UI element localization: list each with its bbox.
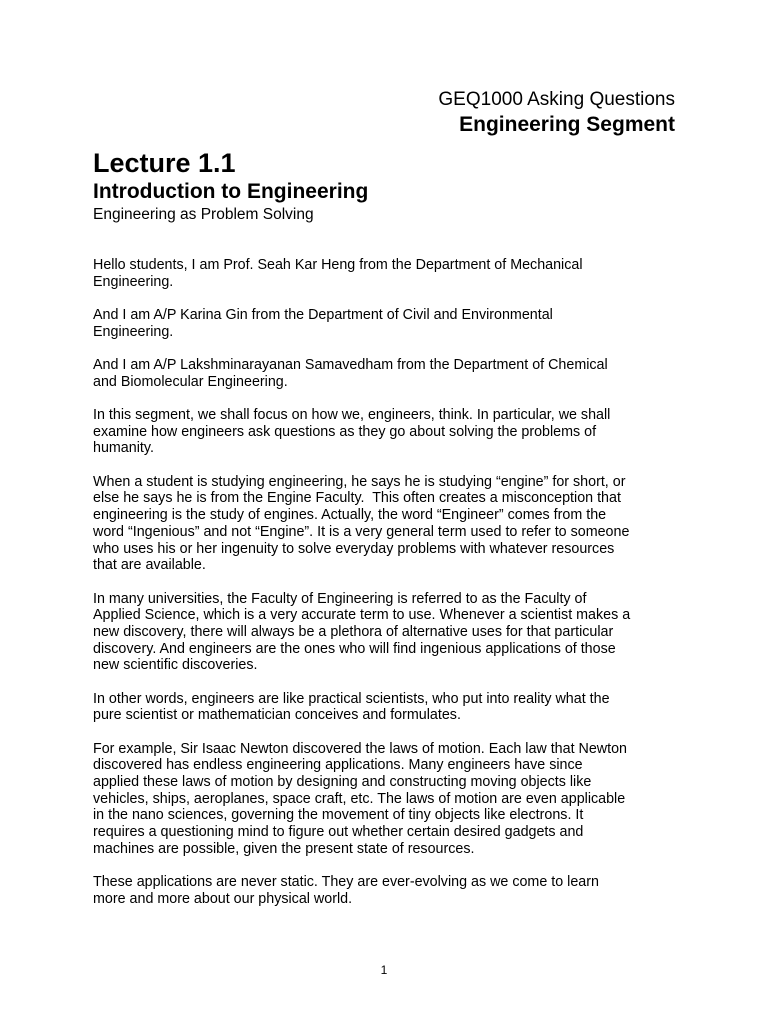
paragraph-line: humanity. <box>93 440 154 457</box>
paragraph <box>93 407 683 457</box>
paragraph-line: new discovery, there will always be a plethora of alternative uses for that particular <box>93 623 614 640</box>
paragraph-line: vehicles, ships, aeroplanes, space craft, etc. The laws of motion are even applicable <box>93 790 626 807</box>
lecture-title: Lecture 1.1 <box>93 148 236 178</box>
paragraph <box>93 691 683 724</box>
paragraph-line: requires a questioning mind to figure out whether certain desired gadgets and <box>93 824 584 841</box>
page-number: 1 <box>380 963 388 977</box>
paragraph-line: examine how engineers ask questions as they go about solving the problems of <box>93 423 597 440</box>
course-title: GEQ1000 Asking Questions <box>438 89 675 110</box>
paragraph-line: that are available. <box>93 557 206 574</box>
paragraph-line: in the nano sciences, governing the movement of tiny objects like electrons. It <box>93 807 584 824</box>
paragraph <box>93 307 683 340</box>
paragraph-line: In other words, engineers are like practical scientists, who put into reality what the <box>93 690 610 707</box>
paragraph-line: else he says he is from the Engine Faculty. This often creates a misconception that <box>93 490 621 507</box>
paragraph-line: When a student is studying engineering, he says he is studying “engine” for short, or <box>93 473 626 490</box>
paragraph-line: machines are possible, given the present state of resources. <box>93 840 475 857</box>
paragraph-line: pure scientist or mathematician conceives and formulates. <box>93 707 461 724</box>
paragraph <box>93 591 683 675</box>
paragraph-line: discovered has endless engineering applications. Many engineers have since <box>93 757 583 774</box>
paragraph-line: word “Ingenious” and not “Engine”. It is a very general term used to refer to someone <box>93 523 630 540</box>
paragraph-line: Hello students, I am Prof. Seah Kar Heng from the Department of Mechanical <box>93 257 583 273</box>
topic-title: Introduction to Engineering <box>93 180 369 203</box>
paragraph-line: applied these laws of motion by designing and constructing moving objects like <box>93 774 592 791</box>
paragraph-line: These applications are never static. They are ever-evolving as we come to learn <box>93 874 599 891</box>
paragraph-line: Engineering. <box>93 273 174 290</box>
paragraph-line: And I am A/P Lakshminarayanan Samavedham from the Department of Chemical <box>93 357 608 373</box>
paragraph <box>93 874 683 907</box>
course-header <box>438 88 675 138</box>
paragraph-line: And I am A/P Karina Gin from the Department of Civil and Environmental <box>93 307 553 323</box>
paragraph-line: Engineering. <box>93 323 174 340</box>
paragraph <box>93 741 683 858</box>
body-text <box>93 257 683 924</box>
paragraph <box>93 257 683 290</box>
paragraph <box>93 474 683 574</box>
paragraph-line: engineering is the study of engines. Actually, the word “Engineer” comes from the <box>93 507 607 524</box>
paragraph-line: discovery. And engineers are the ones who will find ingenious applications of those <box>93 640 616 657</box>
paragraph-line: Applied Science, which is a very accurate term to use. Whenever a scientist makes a <box>93 607 631 624</box>
paragraph-line: and Biomolecular Engineering. <box>93 373 288 390</box>
paragraph-line: more and more about our physical world. <box>93 890 353 907</box>
paragraph-line: new scientific discoveries. <box>93 657 258 674</box>
paragraph-line: who uses his or her ingenuity to solve everyday problems with whatever resources <box>93 540 615 557</box>
subtitle: Engineering as Problem Solving <box>93 206 314 223</box>
paragraph <box>93 357 683 390</box>
paragraph-line: For example, Sir Isaac Newton discovered the laws of motion. Each law that Newton <box>93 740 627 757</box>
title-block <box>93 147 368 225</box>
paragraph-line: In many universities, the Faculty of Engineering is referred to as the Faculty of <box>93 590 587 607</box>
paragraph-line: In this segment, we shall focus on how we, engineers, think. In particular, we shall <box>93 407 611 423</box>
segment-title: Engineering Segment <box>459 113 675 136</box>
